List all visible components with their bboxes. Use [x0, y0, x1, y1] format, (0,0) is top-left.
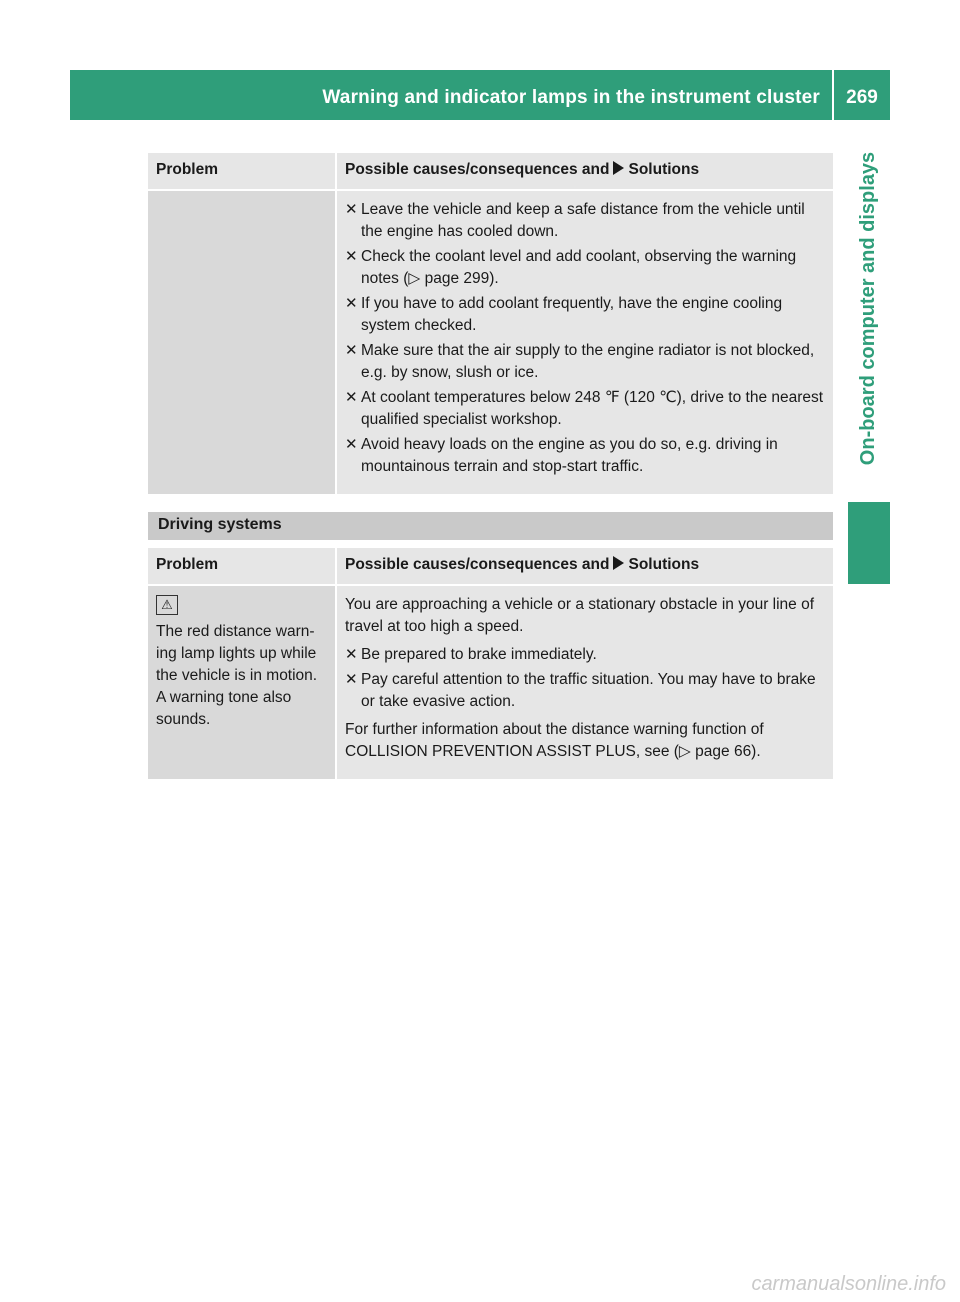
solution-step: ✕ Pay careful attention to the traffic situation. You may have to brake or take evasive action.: [345, 669, 827, 713]
table-header-row: [148, 153, 833, 190]
solution-cell: [336, 190, 833, 494]
step-arrow-icon: ✕: [345, 646, 358, 663]
step-arrow-icon: ✕: [345, 389, 358, 406]
column-header-solutions-prefix: Possible causes/consequences and: [345, 161, 610, 178]
column-header-solutions: [336, 548, 833, 585]
header-title: Warning and indicator lamps in the instrument cluster: [322, 87, 820, 108]
table-header-row: [148, 548, 833, 585]
side-tab-block: [848, 502, 890, 584]
column-header-solutions-suffix: Solutions: [628, 161, 700, 178]
solution-step: ✕ Check the coolant level and add coolant, observing the warning notes (▷ page 299).: [345, 246, 827, 290]
step-arrow-icon: ✕: [345, 295, 358, 312]
driving-systems-table: [148, 548, 833, 779]
watermark: carmanualsonline.info: [751, 1273, 946, 1295]
solution-step: ✕ If you have to add coolant frequently, have the engine cooling system checked.: [345, 293, 827, 337]
page-header: [70, 70, 890, 120]
column-header-solutions-prefix: Possible causes/consequences and: [345, 556, 610, 573]
problem-cell: [148, 585, 336, 779]
solution-step: ✕ Be prepared to brake immediately.: [345, 644, 827, 666]
column-header-problem: Problem: [148, 153, 336, 190]
column-header-solutions: [336, 153, 833, 190]
side-tab-label: On-board computer and displays: [857, 151, 880, 465]
step-arrow-icon: ✕: [345, 201, 358, 218]
section-heading-bar: [148, 512, 833, 540]
column-header-problem: Problem: [148, 548, 336, 585]
page-number: 269: [846, 87, 878, 108]
problem-cell: [148, 190, 336, 494]
step-arrow-icon: ✕: [345, 436, 358, 453]
further-info-text: For further information about the distance warning function of COLLISION PREVENTION ASSIST PLUS, see (▷ page 66).: [345, 721, 764, 760]
problem-text: The red distance warn-ing lamp lights up while the vehicle is in motion. A warning tone also sounds.: [156, 623, 318, 728]
step-arrow-icon: ✕: [345, 671, 358, 688]
section-title: Driving systems: [158, 516, 282, 533]
solution-cell: [336, 585, 833, 779]
arrow-right-icon: [613, 556, 624, 570]
cause-text: You are approaching a vehicle or a stationary obstacle in your line of travel at too high a speed.: [345, 596, 815, 635]
solution-step: ✕ At coolant temperatures below 248 ℉ (120 ℃), drive to the nearest qualified specialist workshop.: [345, 387, 827, 431]
table-row: [148, 585, 833, 779]
step-arrow-icon: ✕: [345, 248, 358, 265]
arrow-right-icon: [613, 161, 624, 175]
table-row: [148, 190, 833, 494]
solution-step: ✕ Make sure that the air supply to the engine radiator is not blocked, e.g. by snow, slush or ice.: [345, 340, 827, 384]
column-header-solutions-suffix: Solutions: [628, 556, 700, 573]
coolant-table: [148, 153, 833, 494]
side-tab: [848, 120, 890, 496]
distance-warning-lamp-icon: ⚠: [156, 595, 178, 615]
solution-step: ✕ Leave the vehicle and keep a safe distance from the vehicle until the engine has cooled down.: [345, 199, 827, 243]
solution-step: ✕ Avoid heavy loads on the engine as you do so, e.g. driving in mountainous terrain and stop-start traffic.: [345, 434, 827, 478]
step-arrow-icon: ✕: [345, 342, 358, 359]
